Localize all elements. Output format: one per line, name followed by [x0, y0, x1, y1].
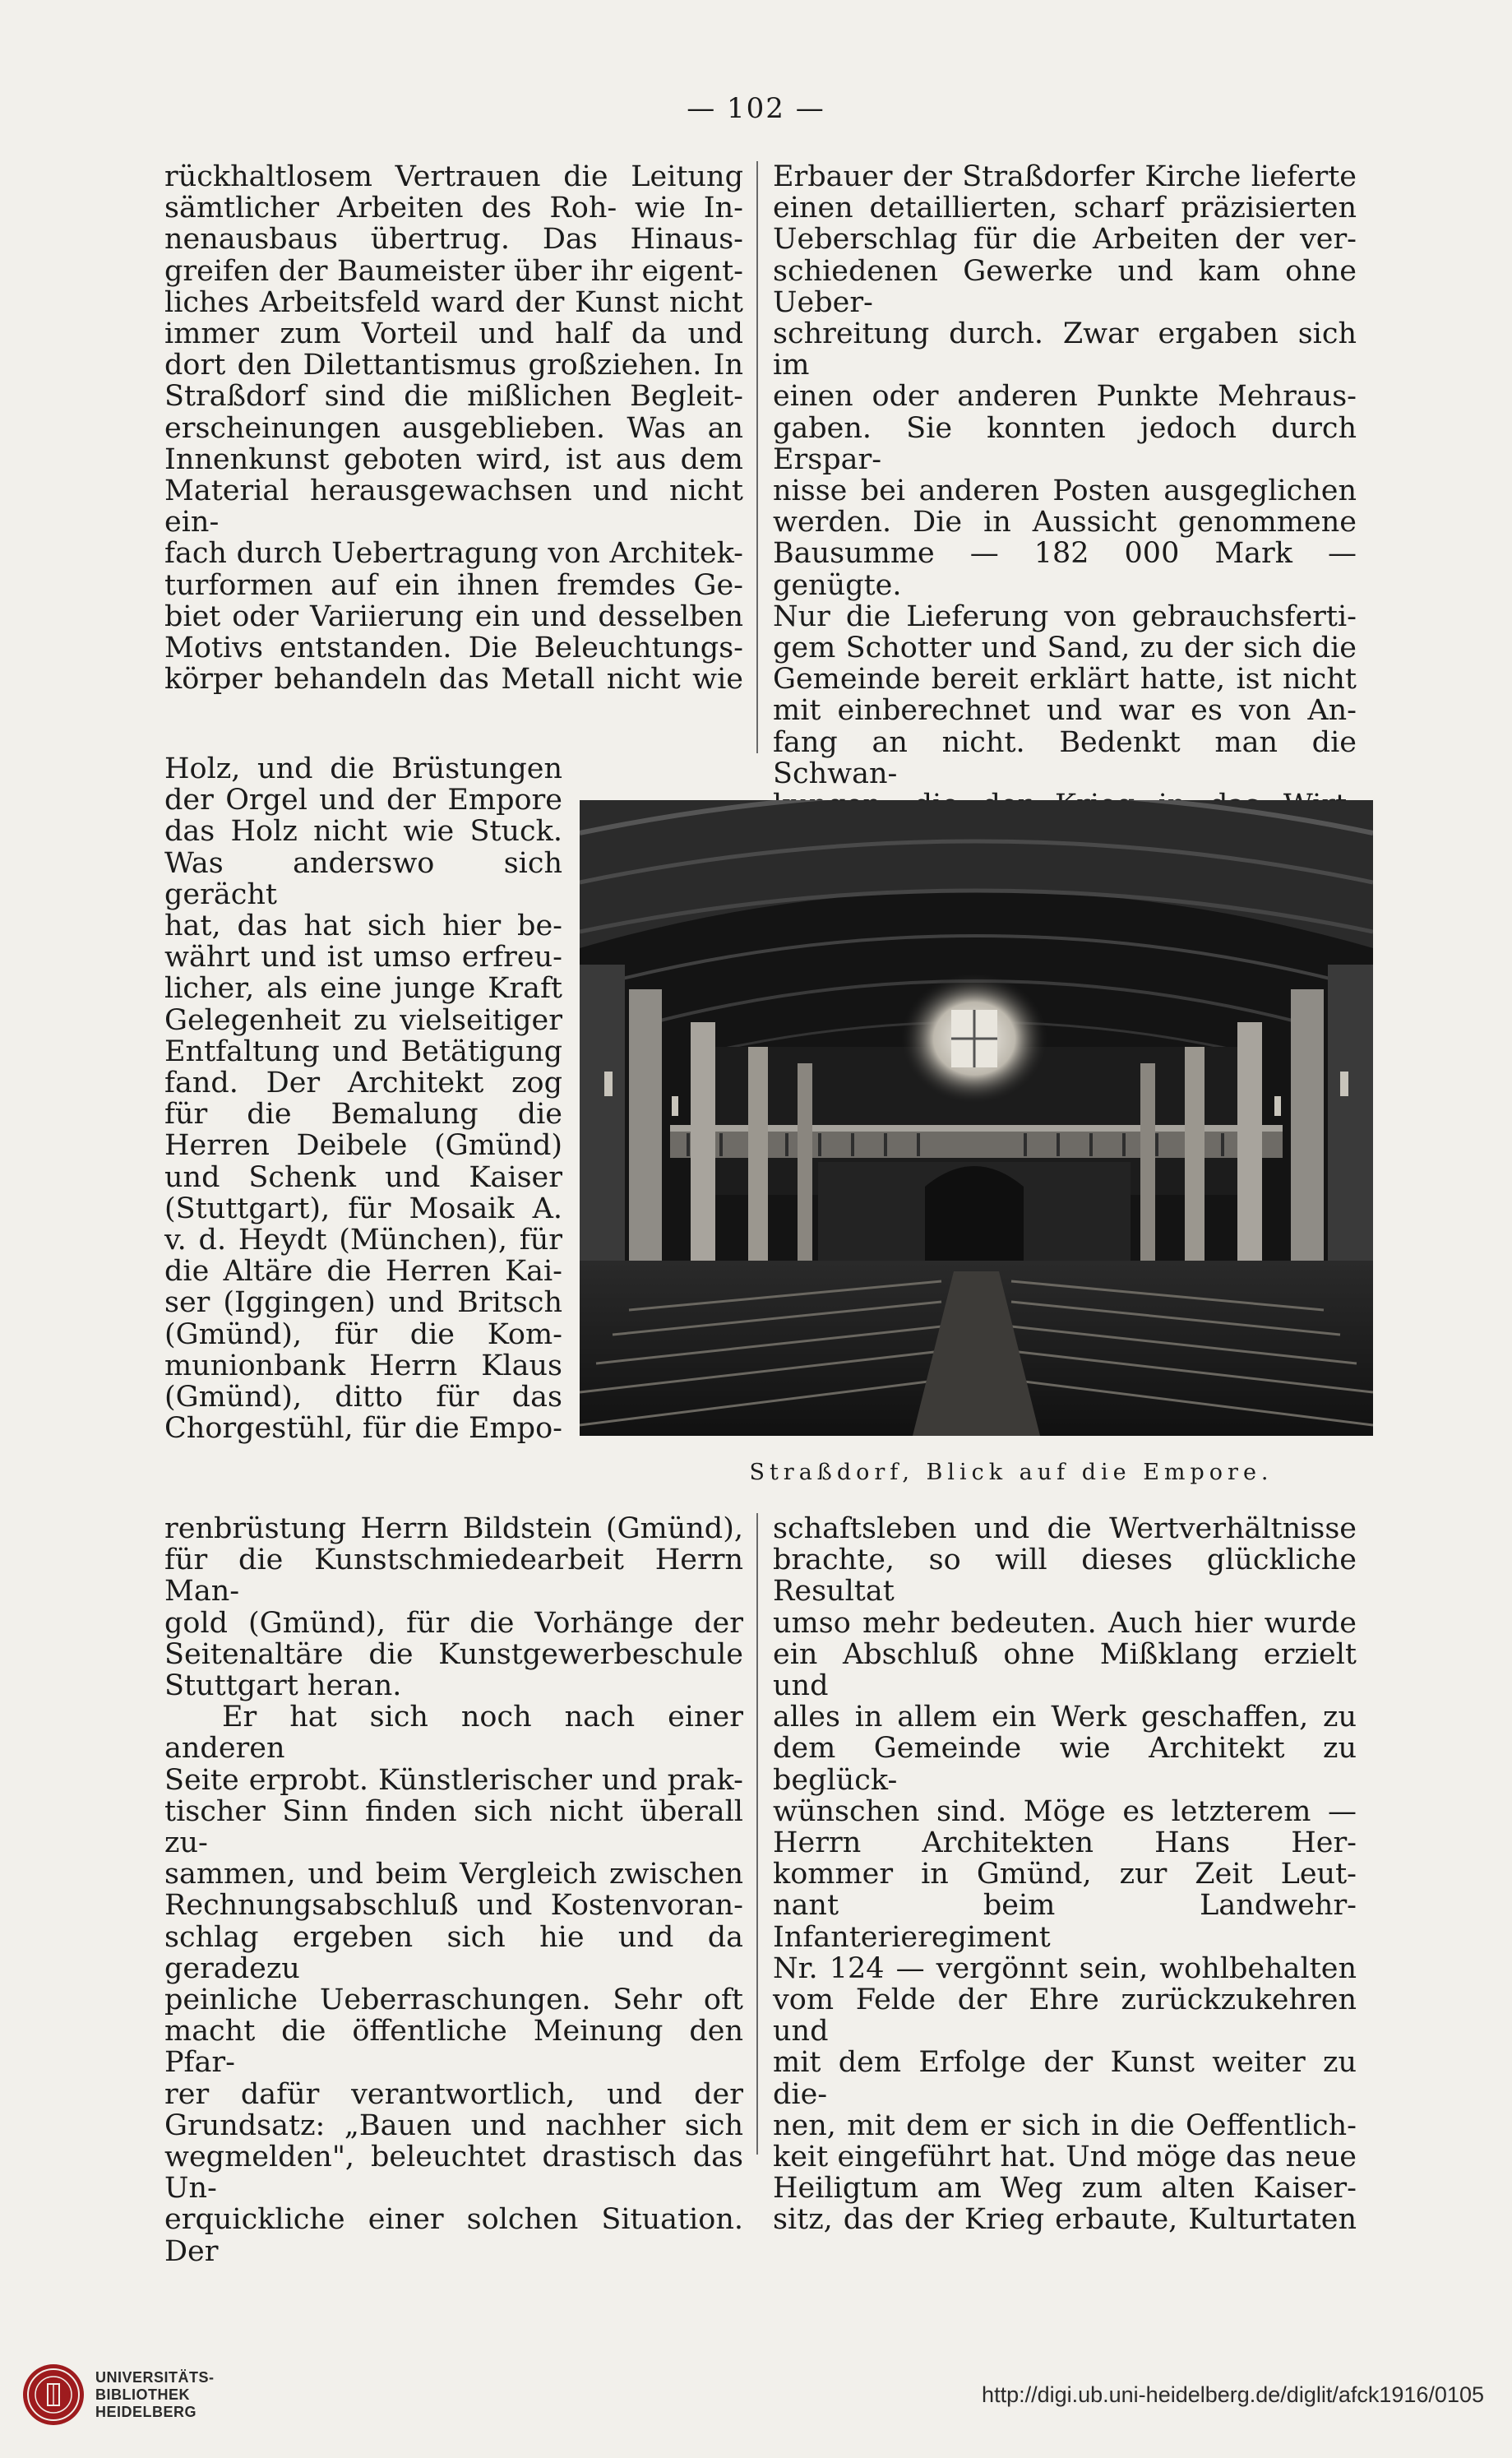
text-line: Holz, und die Brüstungen [164, 752, 562, 785]
text-line: tischer Sinn finden sich nicht überall zu- [164, 1794, 743, 1860]
text-line: der Orgel und der Empore [164, 784, 562, 817]
column-rule-bottom [756, 1513, 758, 2155]
right-column-bottom [773, 1513, 1357, 2236]
text-line: greifen der Baumeister über ihr eigent- [164, 254, 743, 288]
text-line: Er hat sich noch nach einer anderen [164, 1701, 743, 1766]
text-line: nen, mit dem er sich in die Oeffentlich- [773, 2109, 1357, 2142]
text-line: umso mehr bedeuten. Auch hier wurde [773, 1606, 1357, 1640]
text-line: Heiligtum am Weg zum alten Kaiser- [773, 2172, 1357, 2206]
text-line: wünschen sind. Möge es letzterem — [773, 1794, 1357, 1828]
text-line: liches Arbeitsfeld ward der Kunst nicht [164, 285, 743, 319]
library-logo [23, 2364, 311, 2430]
text-line: Was anderswo sich gerächt [164, 846, 562, 911]
library-seal-icon [23, 2364, 84, 2425]
text-line: gem Schotter und Sand, zu der sich die [773, 632, 1357, 665]
text-line: Nr. 124 — vergönnt sein, wohlbehalten [773, 1951, 1357, 1985]
church-interior-photo [580, 800, 1373, 1436]
text-line: mit einberechnet und war es von An- [773, 694, 1357, 728]
text-line: fang an nicht. Bedenkt man die Schwan- [773, 725, 1357, 790]
text-line: dem Gemeinde wie Architekt zu beglück- [773, 1732, 1357, 1797]
text-line: Seitenaltäre die Kunstgewerbeschule [164, 1637, 743, 1671]
text-line: Material herausgewachsen und nicht ein- [164, 474, 743, 539]
photo-caption: Straßdorf, Blick auf die Empore. [749, 1460, 1274, 1485]
text-line: erquickliche einer solchen Situation. Der [164, 2203, 743, 2268]
text-line: erscheinungen ausgeblieben. Was an [164, 411, 743, 445]
text-line: Motivs entstanden. Die Beleuchtungs- [164, 632, 743, 665]
text-line: schiedenen Gewerke und kam ohne Ueber- [773, 254, 1357, 319]
text-line: rückhaltlosem Vertrauen die Leitung [164, 160, 743, 193]
text-line: Innenkunst geboten wird, ist aus dem [164, 442, 743, 476]
logo-line-2: BIBLIOTHEK [95, 2386, 190, 2403]
text-line: vom Felde der Ehre zurückzukehren und [773, 1984, 1357, 2048]
text-line: Bausumme — 182 000 Mark — genügte. [773, 537, 1357, 602]
text-line: rer dafür verantwortlich, und der [164, 2077, 743, 2111]
text-line: währt und ist umso erfreu- [164, 941, 562, 974]
text-line: einen detaillierten, scharf präzisierten [773, 192, 1357, 225]
text-line: keit eingeführt hat. Und möge das neue [773, 2141, 1357, 2174]
text-line: und Schenk und Kaiser [164, 1160, 562, 1194]
text-line: für die Bemalung die [164, 1098, 562, 1132]
text-line: turformen auf ein ihnen fremdes Ge- [164, 568, 743, 602]
text-line: Chorgestühl, für die Empo- [164, 1412, 562, 1446]
text-line: (Gmünd), ditto für das [164, 1381, 562, 1414]
text-line: Straßdorf sind die mißlichen Begleit- [164, 380, 743, 414]
left-column-bottom [164, 1513, 743, 2267]
text-line: werden. Die in Aussicht genommene [773, 506, 1357, 539]
text-line: gaben. Sie konnten jedoch durch Erspar- [773, 411, 1357, 476]
text-line: sammen, und beim Vergleich zwischen [164, 1858, 743, 1891]
text-line: Erbauer der Straßdorfer Kirche lieferte [773, 160, 1357, 193]
text-line: sitz, das der Krieg erbaute, Kulturtaten [773, 2203, 1357, 2237]
text-line: schlag ergeben sich hie und da geradezu [164, 1920, 743, 1985]
text-line: immer zum Vorteil und half da und [164, 317, 743, 351]
logo-line-3: HEIDELBERG [95, 2404, 197, 2420]
text-line: Gemeinde bereit erklärt hatte, ist nicht [773, 663, 1357, 697]
text-line: nisse bei anderen Posten ausgeglichen [773, 474, 1357, 508]
left-column-top [164, 161, 743, 695]
text-line: schaftsleben und die Wertverhältnisse [773, 1512, 1357, 1545]
text-line: fand. Der Architekt zog [164, 1067, 562, 1100]
page-number: — 102 — [687, 92, 825, 125]
text-line: kommer in Gmünd, zur Zeit Leut- [773, 1858, 1357, 1891]
text-line: Gelegenheit zu vielseitiger [164, 1003, 562, 1037]
text-line: Seite erprobt. Künstlerischer und prak- [164, 1763, 743, 1797]
text-line: (Gmünd), für die Kom- [164, 1317, 562, 1351]
text-line: macht die öffentliche Meinung den Pfar- [164, 2015, 743, 2080]
column-rule-top [756, 161, 758, 753]
text-line: Herren Deibele (Gmünd) [164, 1129, 562, 1163]
text-line: alles in allem ein Werk geschaffen, zu [773, 1701, 1357, 1734]
text-line: einen oder anderen Punkte Mehraus- [773, 380, 1357, 414]
text-line: Entfaltung und Betätigung [164, 1035, 562, 1068]
narrow-column [164, 753, 562, 1444]
text-line: die Altäre die Herren Kai- [164, 1255, 562, 1289]
text-line: nant beim Landwehr-Infanterieregiment [773, 1889, 1357, 1954]
text-line: ein Abschluß ohne Mißklang erzielt und [773, 1637, 1357, 1703]
text-line: sämtlicher Arbeiten des Roh- wie In- [164, 192, 743, 225]
text-line: renbrüstung Herrn Bildstein (Gmünd), [164, 1512, 743, 1545]
text-line: Nur die Lieferung von gebrauchsferti- [773, 599, 1357, 633]
text-line: mit dem Erfolge der Kunst weiter zu die- [773, 2046, 1357, 2111]
source-url-link[interactable]: http://digi.ub.uni-heidelberg.de/diglit/afck1916/0105 [982, 2382, 1484, 2407]
text-line: hat, das hat sich hier be- [164, 910, 562, 943]
text-line: nenausbaus übertrug. Das Hinaus- [164, 223, 743, 257]
text-line: für die Kunstschmiedearbeit Herrn Man- [164, 1544, 743, 1609]
text-line: schreitung durch. Zwar ergaben sich im [773, 317, 1357, 382]
text-line: biet oder Variierung ein und desselben [164, 599, 743, 633]
logo-line-1: UNIVERSITÄTS- [95, 2369, 215, 2386]
text-line: v. d. Heydt (München), für [164, 1224, 562, 1257]
text-line: gold (Gmünd), für die Vorhänge der [164, 1606, 743, 1640]
text-line: fach durch Uebertragung von Architek- [164, 537, 743, 571]
text-line: Ueberschlag für die Arbeiten der ver- [773, 223, 1357, 257]
text-line: (Stuttgart), für Mosaik A. [164, 1192, 562, 1225]
text-line: das Holz nicht wie Stuck. [164, 815, 562, 849]
text-line: ser (Iggingen) und Britsch [164, 1286, 562, 1320]
text-line: licher, als eine junge Kraft [164, 972, 562, 1006]
text-line: Rechnungsabschluß und Kostenvoran- [164, 1889, 743, 1923]
text-line: Herrn Architekten Hans Her- [773, 1826, 1357, 1860]
text-line: peinliche Ueberraschungen. Sehr oft [164, 1984, 743, 2017]
text-line: brachte, so will dieses glückliche Resultat [773, 1544, 1357, 1609]
text-line: Stuttgart heran. [164, 1669, 402, 1703]
text-line: wegmelden", beleuchtet drastisch das Un- [164, 2141, 743, 2206]
text-line: munionbank Herrn Klaus [164, 1349, 562, 1382]
text-line: dort den Dilettantismus großziehen. In [164, 349, 743, 382]
text-line: körper behandeln das Metall nicht wie [164, 663, 743, 697]
text-line: Grundsatz: „Bauen und nachher sich [164, 2109, 743, 2142]
right-column-top [773, 161, 1357, 821]
